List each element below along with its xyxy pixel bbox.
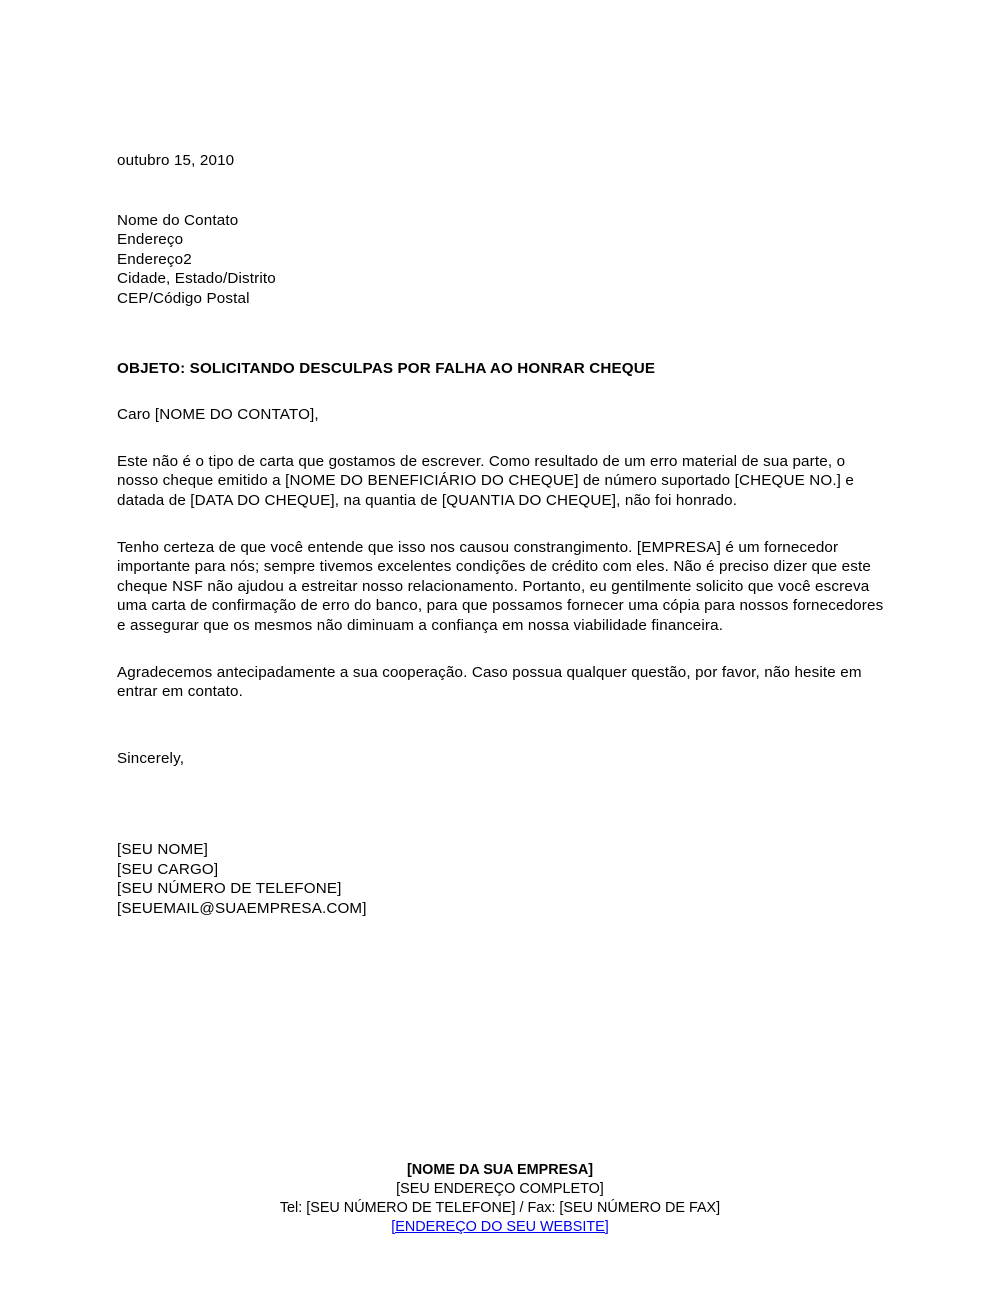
address-line-postal-code: CEP/Código Postal bbox=[117, 289, 250, 307]
date-block bbox=[117, 151, 885, 171]
footer-contact: Tel: [SEU NÚMERO DE TELEFONE] / Fax: [SEU NÚMERO DE FAX] bbox=[279, 1200, 721, 1216]
letter-body bbox=[117, 151, 885, 919]
address-line-street-1: Endereço bbox=[117, 231, 184, 249]
address-line-street-2: Endereço2 bbox=[117, 250, 192, 268]
footer-website-line bbox=[0, 1218, 1000, 1237]
signature-email: [SEUEMAIL@SUAEMPRESA.COM] bbox=[117, 900, 367, 918]
footer-company-name: [NOME DA SUA EMPRESA] bbox=[406, 1162, 594, 1178]
footer-website-link[interactable]: [ENDEREÇO DO SEU WEBSITE] bbox=[391, 1219, 609, 1235]
body-paragraph-1: Este não é o tipo de carta que gostamos de escrever. Como resultado de um erro material de sua parte, o nosso cheque emitido a [NOME DO BENEFICIÁRIO DO CHEQUE] de número suportado [CHEQUE NO.] e datada de [DATA DO CHEQUE], na quantia de [QUANTIA DO CHEQUE], não foi honrado. bbox=[117, 452, 855, 509]
letter-date: outubro 15, 2010 bbox=[117, 152, 235, 169]
signature-phone: [SEU NÚMERO DE TELEFONE] bbox=[117, 880, 342, 898]
recipient-address-block bbox=[117, 211, 885, 309]
page-footer bbox=[0, 1161, 1000, 1237]
signature-block bbox=[117, 840, 885, 918]
address-line-contact-name: Nome do Contato bbox=[117, 211, 239, 229]
body-paragraph-3: Agradecemos antecipadamente a sua cooperação. Caso possua qualquer questão, por favor, não hesite em entrar em contato. bbox=[117, 663, 862, 701]
subject-line: OBJETO: SOLICITANDO DESCULPAS POR FALHA AO HONRAR CHEQUE bbox=[117, 359, 656, 377]
address-line-city-state: Cidade, Estado/Distrito bbox=[117, 270, 276, 288]
signature-name: [SEU NOME] bbox=[117, 841, 208, 859]
closing-salutation: Sincerely, bbox=[117, 749, 185, 767]
footer-address: [SEU ENDEREÇO COMPLETO] bbox=[396, 1181, 604, 1197]
salutation: Caro [NOME DO CONTATO], bbox=[117, 406, 319, 424]
signature-title: [SEU CARGO] bbox=[117, 860, 219, 878]
body-paragraph-2: Tenho certeza de que você entende que isso nos causou constrangimento. [EMPRESA] é um fornecedor importante para nós; sempre tivemos excelentes condições de crédito com eles. Não é preciso dizer que este cheque NSF não ajudou a estreitar nosso relacionamento. Portanto, eu gentilmente solicito que você escreva uma carta de confirmação de erro do banco, para que possamos fornecer uma cópia para nossos fornecedores e assegurar que os mesmos não diminuam a confiança em nossa viabilidade financeira. bbox=[117, 538, 884, 634]
